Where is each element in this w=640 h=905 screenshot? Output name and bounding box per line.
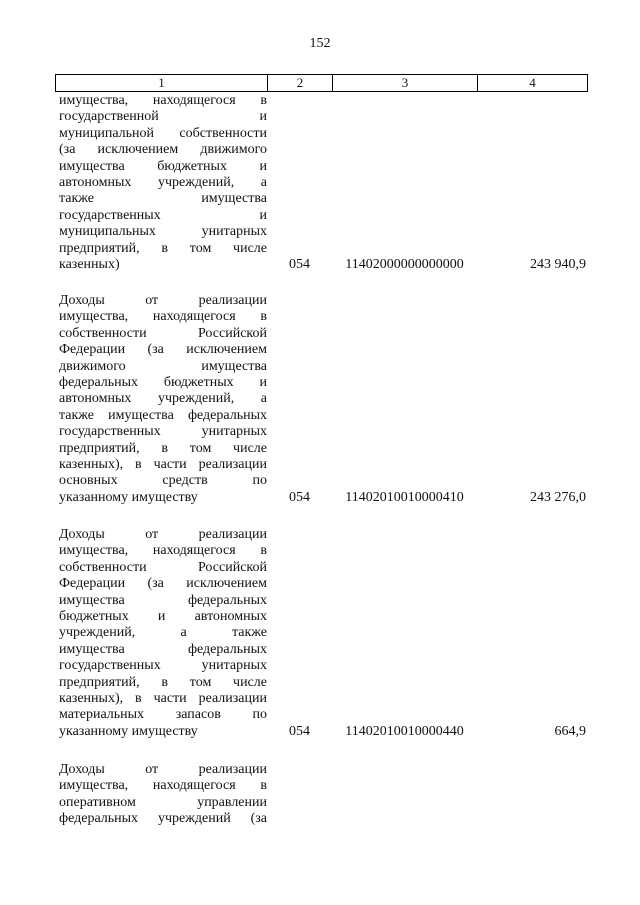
description-line: собственности Российской bbox=[59, 325, 267, 341]
description-line: движимого имущества bbox=[59, 358, 267, 374]
table-row bbox=[55, 527, 588, 740]
description-line: имущества бюджетных и bbox=[59, 158, 267, 174]
description-line: Федерации (за исключением bbox=[59, 576, 267, 592]
description-line: предприятий, в том числе bbox=[59, 674, 267, 690]
row-admin-code: 054 bbox=[289, 723, 310, 739]
description-line: предприятий, в том числе bbox=[59, 240, 267, 256]
row-kbk-code: 11402010010000410 bbox=[345, 489, 464, 505]
description-line: казенных) bbox=[59, 257, 120, 273]
description-line: государственных унитарных bbox=[59, 424, 267, 440]
description-line: имущества федеральных bbox=[59, 592, 267, 608]
description-line: (за исключением движимого bbox=[59, 142, 267, 158]
description-line: имущества, находящегося в bbox=[59, 778, 267, 794]
row-amount: 243 276,0 bbox=[530, 489, 586, 505]
description-line: указанному имуществу bbox=[59, 723, 198, 739]
description-line: указанному имуществу bbox=[59, 489, 198, 505]
description-line: федеральных учреждений (за bbox=[59, 811, 267, 827]
description-line: также имущества bbox=[59, 191, 267, 207]
row-description bbox=[55, 293, 267, 506]
row-description bbox=[55, 527, 267, 740]
description-line: собственности Российской bbox=[59, 559, 267, 575]
table-row bbox=[55, 293, 588, 506]
header-col-4: 4 bbox=[529, 75, 536, 90]
description-line: федеральных бюджетных и bbox=[59, 375, 267, 391]
header-col-2: 2 bbox=[268, 75, 333, 91]
row-admin-code: 054 bbox=[289, 257, 310, 273]
description-line: казенных), в части реализации bbox=[59, 691, 267, 707]
description-line: казенных), в части реализации bbox=[59, 457, 267, 473]
description-line: муниципальных унитарных bbox=[59, 224, 267, 240]
description-line: бюджетных и автономных bbox=[59, 609, 267, 625]
description-line: муниципальной собственности bbox=[59, 125, 267, 141]
header-col-3: 3 bbox=[333, 75, 478, 91]
table-row bbox=[55, 93, 588, 273]
row-kbk-code: 11402000000000000 bbox=[345, 257, 464, 273]
table-header bbox=[55, 74, 588, 92]
description-line: Федерации (за исключением bbox=[59, 342, 267, 358]
description-line: имущества федеральных bbox=[59, 641, 267, 657]
description-line: автономных учреждений, а bbox=[59, 391, 267, 407]
row-amount: 664,9 bbox=[554, 723, 586, 739]
description-line: оперативном управлении bbox=[59, 794, 267, 810]
description-line: имущества, находящегося в bbox=[59, 93, 267, 108]
description-line: учреждений, а также bbox=[59, 625, 267, 641]
page-number: 152 bbox=[309, 36, 331, 51]
description-line: государственных и bbox=[59, 207, 267, 223]
header-col-1: 1 bbox=[56, 75, 268, 91]
row-description bbox=[55, 762, 267, 828]
description-line: Доходы от реализации bbox=[59, 762, 267, 777]
description-line: предприятий, в том числе bbox=[59, 440, 267, 456]
description-line: автономных учреждений, а bbox=[59, 175, 267, 191]
row-kbk-code: 11402010010000440 bbox=[345, 723, 464, 739]
table-row bbox=[55, 762, 588, 828]
description-line: материальных запасов по bbox=[59, 707, 267, 723]
row-amount: 243 940,9 bbox=[530, 257, 586, 273]
row-admin-code: 054 bbox=[289, 489, 310, 505]
description-line: государственной и bbox=[59, 109, 267, 125]
description-line: Доходы от реализации bbox=[59, 527, 267, 542]
description-line: также имущества федеральных bbox=[59, 407, 267, 423]
description-line: основных средств по bbox=[59, 473, 267, 489]
row-description bbox=[55, 93, 267, 273]
description-line: государственных унитарных bbox=[59, 658, 267, 674]
description-line: Доходы от реализации bbox=[59, 293, 267, 308]
description-line: имущества, находящегося в bbox=[59, 309, 267, 325]
description-line: имущества, находящегося в bbox=[59, 543, 267, 559]
